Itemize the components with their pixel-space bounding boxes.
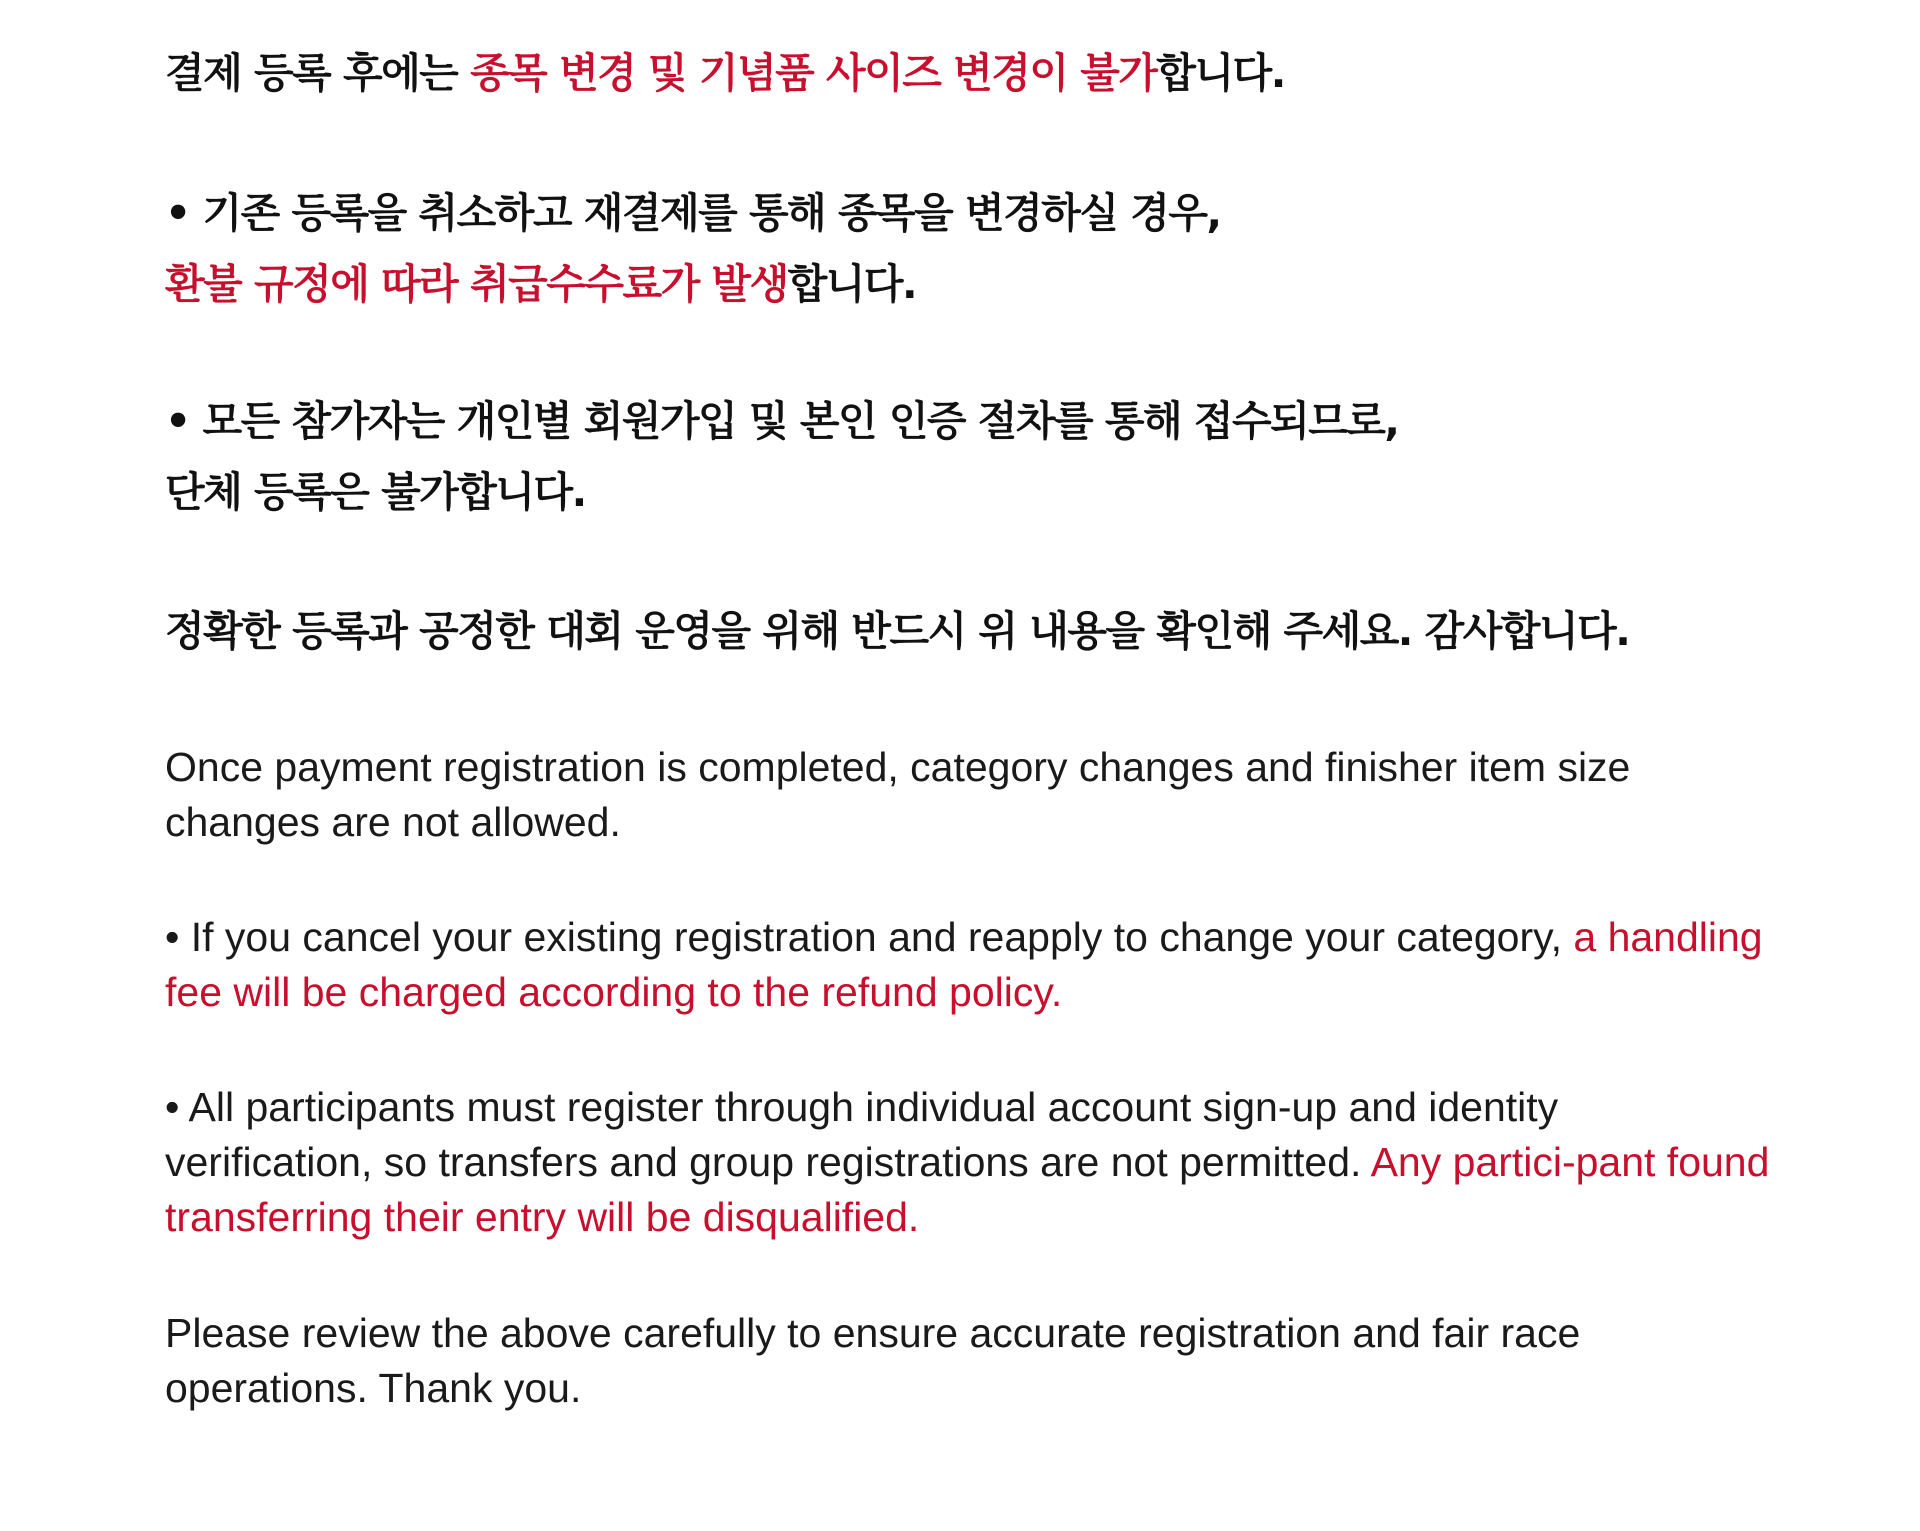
ko-notice-no-changes-highlight: 종목 변경 및 기념품 사이즈 변경이 불가 xyxy=(470,49,1157,97)
en-notice-cancel-fee-pre: • If you cancel your existing registration and reapply to change your category, xyxy=(165,914,1574,960)
en-notice-no-changes: Once payment registration is completed, category changes and finisher item size changes are not allowed. xyxy=(165,744,1631,845)
en-notice-thanks: Please review the above carefully to ensure accurate registration and fair race operations. Thank you. xyxy=(165,1310,1581,1411)
ko-notice-cancel-fee-line1: • 기존 등록을 취소하고 재결제를 통해 종목을 변경하실 경우, xyxy=(165,189,1221,237)
ko-notice-thanks: 정확한 등록과 공정한 대회 운영을 위해 반드시 위 내용을 확인해 주세요. 감사합니다. xyxy=(165,607,1630,655)
ko-notice-individual-registration xyxy=(165,386,1399,528)
en-notice-cancel-fee xyxy=(165,910,1775,1020)
ko-notice-cancel-fee-post: 합니다. xyxy=(787,260,917,308)
ko-notice-cancel-fee-line2 xyxy=(165,249,1221,320)
ko-notice-individual-line1: • 모든 참가자는 개인별 회원가입 및 본인 인증 절차를 통해 접수되므로, xyxy=(165,397,1399,445)
ko-notice-cancel-fee xyxy=(165,178,1221,320)
en-notice-individual-highlight: Any partici-pant found transferring their entry will be disqualified. xyxy=(165,1139,1770,1240)
ko-notice-cancel-fee-highlight: 환불 규정에 따라 취급수수료가 발생 xyxy=(165,260,788,308)
en-notice-individual-pre: • All participants must register through individual account sign-up and identity verification, so transfers and group registrations are not permitted. xyxy=(165,1084,1559,1185)
en-notice-cancel-fee-highlight: a handling fee will be charged according to the refund policy. xyxy=(165,914,1763,1015)
ko-notice-individual-line2: 단체 등록은 불가합니다. xyxy=(165,468,586,516)
ko-notice-no-changes-post: 합니다. xyxy=(1156,49,1285,97)
ko-notice-no-changes-pre: 결제 등록 후에는 xyxy=(165,49,471,97)
en-notice-individual-registration xyxy=(165,1080,1775,1245)
ko-notice-no-changes xyxy=(165,38,1285,109)
